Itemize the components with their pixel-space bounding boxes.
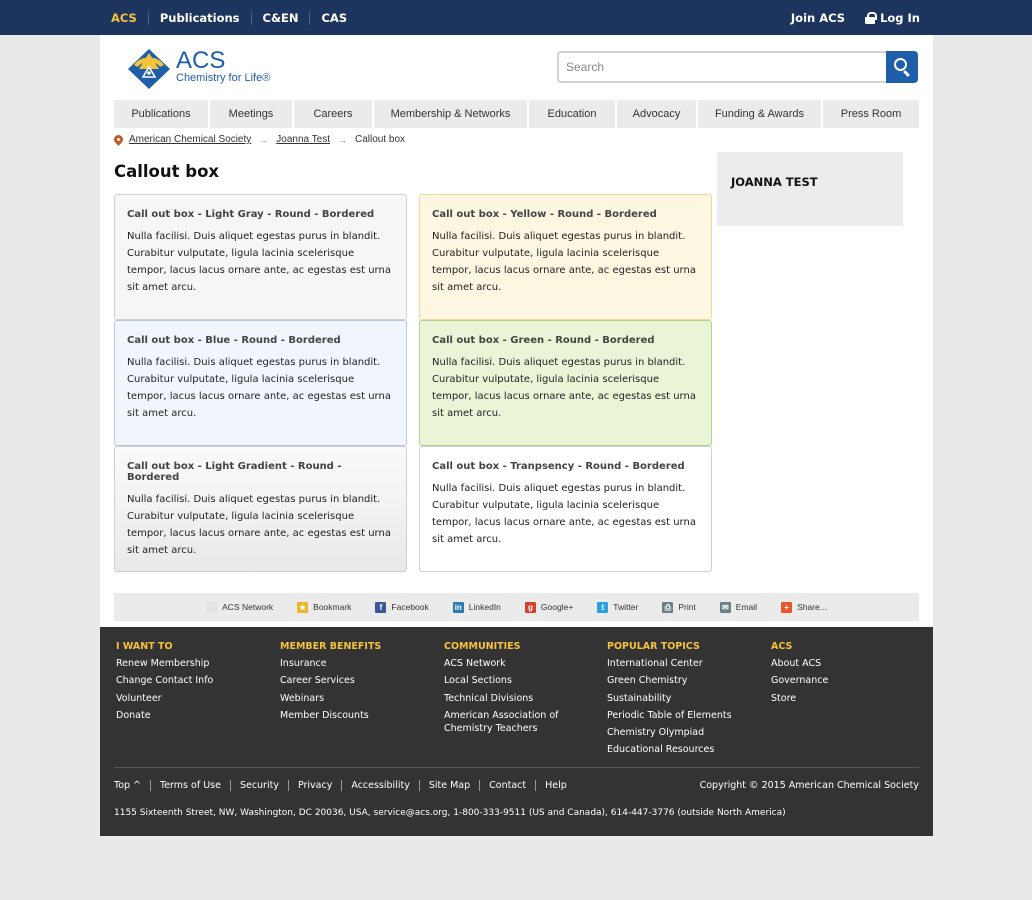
footer-heading: COMMUNITIES [444, 641, 521, 652]
account-links [791, 0, 920, 35]
callout-body: Nulla facilisi. Duis aliquet egestas purus in blandit. Curabitur vulputate, ligula lacinia scelerisque tempor, lacus lacus ornare ante, ac egestas est urna sit amet arcu. [432, 357, 696, 419]
footer-bottom-links [114, 780, 576, 791]
print-icon: ⎙ [662, 602, 673, 613]
footer-divider [114, 767, 919, 768]
share-bookmark[interactable]: ★ Bookmark [299, 602, 352, 612]
footer-link[interactable]: Store [771, 692, 797, 704]
footer-heading: MEMBER BENEFITS [280, 641, 382, 652]
search-button[interactable] [886, 51, 918, 83]
footer [100, 627, 933, 836]
callout-title: Call out box - Green - Round - Bordered [432, 335, 655, 346]
join-acs-link[interactable]: Join ACS [790, 10, 846, 25]
search-icon [894, 58, 907, 71]
footer-link[interactable]: About ACS [771, 658, 822, 669]
linkedin-icon: in [454, 602, 462, 612]
acs-network-icon [206, 602, 217, 613]
twitter-icon: t [597, 602, 608, 613]
share-google-plus[interactable]: g Google+ [525, 602, 573, 613]
share-acs-network[interactable]: ACS Network [206, 602, 273, 613]
sidebar-title: JOANNA TEST [731, 175, 818, 189]
nav-advocacy[interactable]: Advocacy [617, 100, 696, 128]
footer-link[interactable]: Chemistry Olympiad [607, 727, 705, 739]
main-navigation [114, 100, 919, 128]
callout-box-transparency [419, 446, 712, 572]
footer-heading: I WANT TO [116, 641, 173, 652]
footer-column-communities [444, 641, 584, 739]
footer-link[interactable]: Governance [771, 675, 829, 687]
google-plus-icon: g [525, 602, 536, 613]
callout-title: Call out box - Light Gray - Round - Bordered [127, 209, 375, 220]
footer-link[interactable]: Member Discounts [280, 709, 369, 721]
share-facebook[interactable]: f Facebook [375, 602, 428, 613]
footer-link[interactable]: Technical Divisions [444, 692, 534, 704]
sidebar-panel [717, 152, 903, 226]
top-links [100, 0, 358, 35]
nav-funding-awards[interactable]: Funding & Awards [698, 100, 821, 128]
location-pin-icon [112, 133, 125, 146]
nav-membership-networks[interactable]: Membership & Networks [374, 100, 527, 128]
share-more[interactable]: + Share... [781, 602, 827, 613]
footer-link[interactable]: Periodic Table of Elements [607, 709, 732, 721]
top-link-publications[interactable]: Publications [148, 11, 251, 25]
footer-link[interactable]: Local Sections [444, 675, 512, 687]
callout-title: Call out box - Light Gradient - Round - Bordered [127, 461, 342, 483]
share-email[interactable]: ✉ Email [720, 602, 757, 613]
top-link-cen[interactable]: C&EN [251, 11, 310, 25]
postal-address: 1155 Sixteenth Street, NW, Washington, DC 20036, USA, service@acs.org, 1-800-333-9511 (US and Canada), 614-447-3776 (outside North America) [114, 808, 786, 818]
callout-box-light-gradient [114, 446, 407, 572]
callout-body: Nulla facilisi. Duis aliquet egestas purus in blandit. Curabitur vulputate, ligula lacinia scelerisque tempor, lacus lacus ornare ante, ac egestas est urna sit amet arcu. [127, 231, 391, 293]
share-icon: + [781, 602, 792, 613]
nav-meetings[interactable]: Meetings [210, 100, 292, 128]
help-link[interactable]: Help [535, 780, 576, 791]
share-bar [114, 593, 919, 621]
footer-link[interactable]: American Association of Chemistry Teachers [444, 709, 559, 734]
callout-title: Call out box - Blue - Round - Bordered [127, 335, 341, 346]
acs-emblem-icon [126, 45, 172, 89]
nav-press-room[interactable]: Press Room [823, 100, 919, 128]
nav-careers[interactable]: Careers [294, 100, 372, 128]
callout-box-yellow [419, 194, 712, 320]
footer-link[interactable]: ACS Network [444, 658, 506, 669]
copyright: Copyright © 2015 American Chemical Society [699, 780, 919, 791]
arrow-right-icon: → [259, 134, 269, 145]
accessibility-link[interactable]: Accessibility [341, 780, 418, 791]
footer-heading: POPULAR TOPICS [607, 641, 700, 652]
footer-column-popular-topics [607, 641, 732, 761]
callout-body: Nulla facilisi. Duis aliquet egestas purus in blandit. Curabitur vulputate, ligula lacinia scelerisque tempor, lacus lacus ornare ante, ac egestas est urna sit amet arcu. [432, 231, 696, 293]
footer-link[interactable]: Donate [116, 709, 151, 721]
arrow-right-icon: → [338, 134, 348, 145]
share-print[interactable]: ⎙ Print [662, 602, 695, 613]
search-input[interactable] [557, 51, 886, 83]
back-to-top-link[interactable]: Top ^ [114, 780, 142, 791]
share-twitter[interactable]: t Twitter [597, 602, 638, 613]
breadcrumb [114, 134, 405, 145]
callout-body: Nulla facilisi. Duis aliquet egestas purus in blandit. Curabitur vulputate, ligula lacinia scelerisque tempor, lacus lacus ornare ante, ac egestas est urna sit amet arcu. [432, 483, 696, 545]
footer-link[interactable]: Sustainability [607, 692, 672, 704]
nav-education[interactable]: Education [529, 100, 615, 128]
lock-icon [865, 12, 875, 24]
footer-column-member-benefits [280, 641, 381, 726]
footer-link[interactable]: Volunteer [116, 692, 162, 704]
acs-logo[interactable] [126, 45, 270, 89]
search-box [557, 51, 918, 83]
facebook-icon: f [375, 602, 386, 613]
callout-title: Call out box - Tranpsency - Round - Bordered [432, 461, 685, 472]
footer-link[interactable]: Career Services [280, 675, 355, 687]
footer-link[interactable]: Green Chemistry [607, 675, 688, 687]
top-bar [0, 0, 1032, 35]
footer-link[interactable]: Educational Resources [607, 744, 715, 756]
breadcrumb-joanna-test[interactable]: Joanna Test [276, 134, 331, 145]
terms-of-use-link[interactable]: Terms of Use [150, 780, 230, 791]
contact-link[interactable]: Contact [479, 780, 535, 791]
callout-body: Nulla facilisi. Duis aliquet egestas purus in blandit. Curabitur vulputate, ligula lacinia scelerisque tempor, lacus lacus ornare ante, ac egestas est urna sit amet arcu. [127, 494, 391, 556]
callout-box-green [419, 320, 712, 446]
login-label: Log In [880, 10, 920, 25]
callout-box-light-gray [114, 194, 407, 320]
callout-body: Nulla facilisi. Duis aliquet egestas purus in blandit. Curabitur vulputate, ligula lacinia scelerisque tempor, lacus lacus ornare ante, ac egestas est urna sit amet arcu. [127, 357, 391, 419]
top-link-acs[interactable]: ACS [111, 10, 137, 25]
footer-column-i-want-to [116, 641, 213, 726]
logo-tagline: Chemistry for Life® [176, 71, 271, 84]
footer-heading: ACS [771, 641, 793, 652]
breadcrumb-acs[interactable]: American Chemical Society [129, 134, 252, 145]
nav-publications[interactable]: Publications [114, 100, 208, 128]
footer-link[interactable]: International Center [607, 658, 703, 669]
site-map-link[interactable]: Site Map [419, 780, 479, 791]
privacy-link[interactable]: Privacy [288, 780, 341, 791]
footer-link[interactable]: Insurance [280, 658, 327, 669]
share-linkedin[interactable]: in LinkedIn [454, 602, 501, 612]
logo-name: ACS [176, 46, 226, 74]
security-link[interactable]: Security [230, 780, 288, 791]
email-icon: ✉ [720, 602, 731, 613]
footer-column-acs [771, 641, 828, 709]
page-title: Callout box [114, 162, 220, 181]
callout-box-blue [114, 320, 407, 446]
footer-link[interactable]: Change Contact Info [116, 675, 214, 687]
callout-title: Call out box - Yellow - Round - Bordered [432, 209, 657, 220]
star-icon: ★ [299, 602, 307, 612]
breadcrumb-current: Callout box [355, 134, 406, 145]
top-link-cas[interactable]: CAS [309, 11, 358, 25]
footer-link[interactable]: Webinars [280, 692, 325, 704]
page-container [100, 35, 933, 836]
footer-link[interactable]: Renew Membership [116, 658, 210, 669]
login-link[interactable] [865, 11, 920, 25]
